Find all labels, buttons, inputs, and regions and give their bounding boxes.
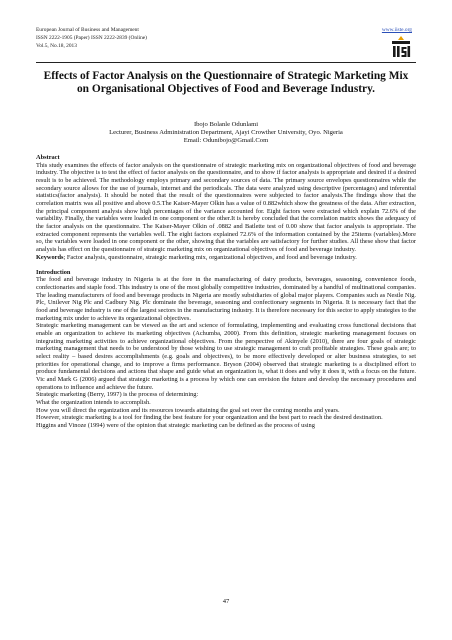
page-number: 47	[222, 598, 230, 605]
author-name: Ibojo Bolanle Odunlami	[193, 121, 259, 128]
intro-paragraph: Strategic marketing management can be viewed as the art and science of formulating, implementing and evaluating cross functional decisions that enable an organization to achieve its marketing objectives (Achumba, 2000). From this definition, strategic marketing management focuses on integrating marketing activities to achieve organizational objectives. From the perspective of Akinyele (2010), there are four goals of strategic marketing management that needs to be understood by those wishing to use strategic management to craft profitable strategies. These goals are; to select reality – based desires accomplishments (e.g. goals and objectives), to be more effectively developed or alter business strategies, to set priorities for operational change, and to improve a firms performance. Bryson (2004) observed that strategic marketing is a disciplined effort to produce fundamental decisions and actions that shape and guide what an organization is, what it does and why it does it, with a focus on the future. Vic and Mark G (2006) argued that strategic marketing is a process by which one can envision the future and develop the necessary procedures and operations to influence and achieve the future.	[36, 322, 416, 391]
author-email: Email: Odunibojo@Gmail.Com	[183, 137, 269, 144]
abstract-heading: Abstract	[36, 154, 60, 161]
keywords-text: ; Factor analysis, questionnaire, strategic marketing mix, organizational objectives, and food and beverage industry.	[63, 253, 357, 261]
author-block	[36, 121, 416, 145]
author-affiliation: Lecturer, Business Administration Department, Ajayi Crowther University, Oyo. Nigeria	[109, 129, 343, 136]
journal-name: European Journal of Business and Management	[36, 27, 139, 33]
journal-issn: ISSN 2222-1905 (Paper) ISSN 2222-2839 (Online)	[36, 35, 147, 41]
header-divider	[36, 62, 416, 63]
intro-paragraph: The food and beverage industry in Nigeria is at the fore in the manufacturing of dairy products, beverages, seasoning, convenience foods, confectionaries and staple food. This industry is one of the most globally competitive industries, dominated by a handful of multinational companies. The leading manufacturers of food and beverage products in Nigeria are mostly subsidiaries of global major players. Companies such as Nestle Nig. Plc, Unilever Nig Plc and Cadbury Nig. Plc dominate the beverage, seasoning and confectionary segments in Nigeria. It is necessary fact that the food and beverage industry is one of the largest sectors in the manufacturing industry. It is therefore necessary for this sector to apply strategies to the marketing mix under to achieve its organizational objectives.	[36, 276, 416, 322]
abstract-text: This study examines the effects of factor analysis on the questionnaire of strategic marketing mix on organizational objectives of food and beverage industry. The objective is to test the effect of factor analysis on the questionnaire, and to show if factor analysis is appropriate and desired if a desired result is to be achieved. The methodology employs primary and secondary sources of data. The primary source envelopes questionnaires while the secondary source allows for the use of journals, internet and the periodicals. The data were analyzed using descriptive (percentages) and inferential statistics(factor analysis). It should be noted that the result of the questionnaires were subjected to factor analysis.The findings show that the correlation matrix was all positive and above 0.5.The Kaiser-Mayer Olkin has a value of 0.882which show the greatness of the data. After extraction, the principal component analysis show high percentages of the variance accounted for. Eight factors were extracted which explain 72.6% of the variability. Finally, the variables were loaded in one component or the other.It is hereby concluded that the correlation matrix shows the adequacy of the factor analysis on the questionnaire. The Kaiser-Mayer Olkin of .0882 and Batlette test of 0.00 show that factor analysis is appropriate. The extracted component represents the variables well. The eight factors explained 72.6% of the information contained by the 25items (variables).More so, the variables were loaded in one component or the other, showing that the variables are satisfactory for further studies. All these show that factor analysis has effect on the questionnaire of strategic marketing mix on organizational objectives of food and beverage industry.	[36, 161, 416, 253]
paper-body	[36, 154, 416, 430]
keywords-label: Keywords	[36, 253, 64, 261]
intro-paragraph: What the organization intends to accomplish.	[36, 398, 151, 406]
keywords-line	[36, 254, 416, 262]
section-gap	[36, 261, 416, 269]
intro-paragraph: Higgins and Vinoze (1994) were of the opinion that strategic marketing can be defined as the process of using	[36, 421, 315, 429]
intro-paragraph: Strategic marketing (Berry, 1997) is the process of determining:	[36, 391, 199, 399]
intro-paragraph: However, strategic marketing is a tool for finding the best feature for your organization and the best part to reach the desired destination.	[36, 414, 383, 422]
journal-volume: Vol.5, No.18, 2013	[36, 43, 77, 49]
iiste-logo-icon	[390, 36, 412, 60]
paper-title: Effects of Factor Analysis on the Questionnaire of Strategic Marketing Mix on Organisational Objectives of Food and Beverage Industry.	[43, 70, 409, 95]
intro-paragraph: How you will direct the organization and its resources towards attaining the goal set over the coming months and years.	[36, 406, 340, 414]
introduction-heading: Introduction	[36, 268, 71, 276]
journal-url-link[interactable]: www.iiste.org	[381, 27, 412, 33]
